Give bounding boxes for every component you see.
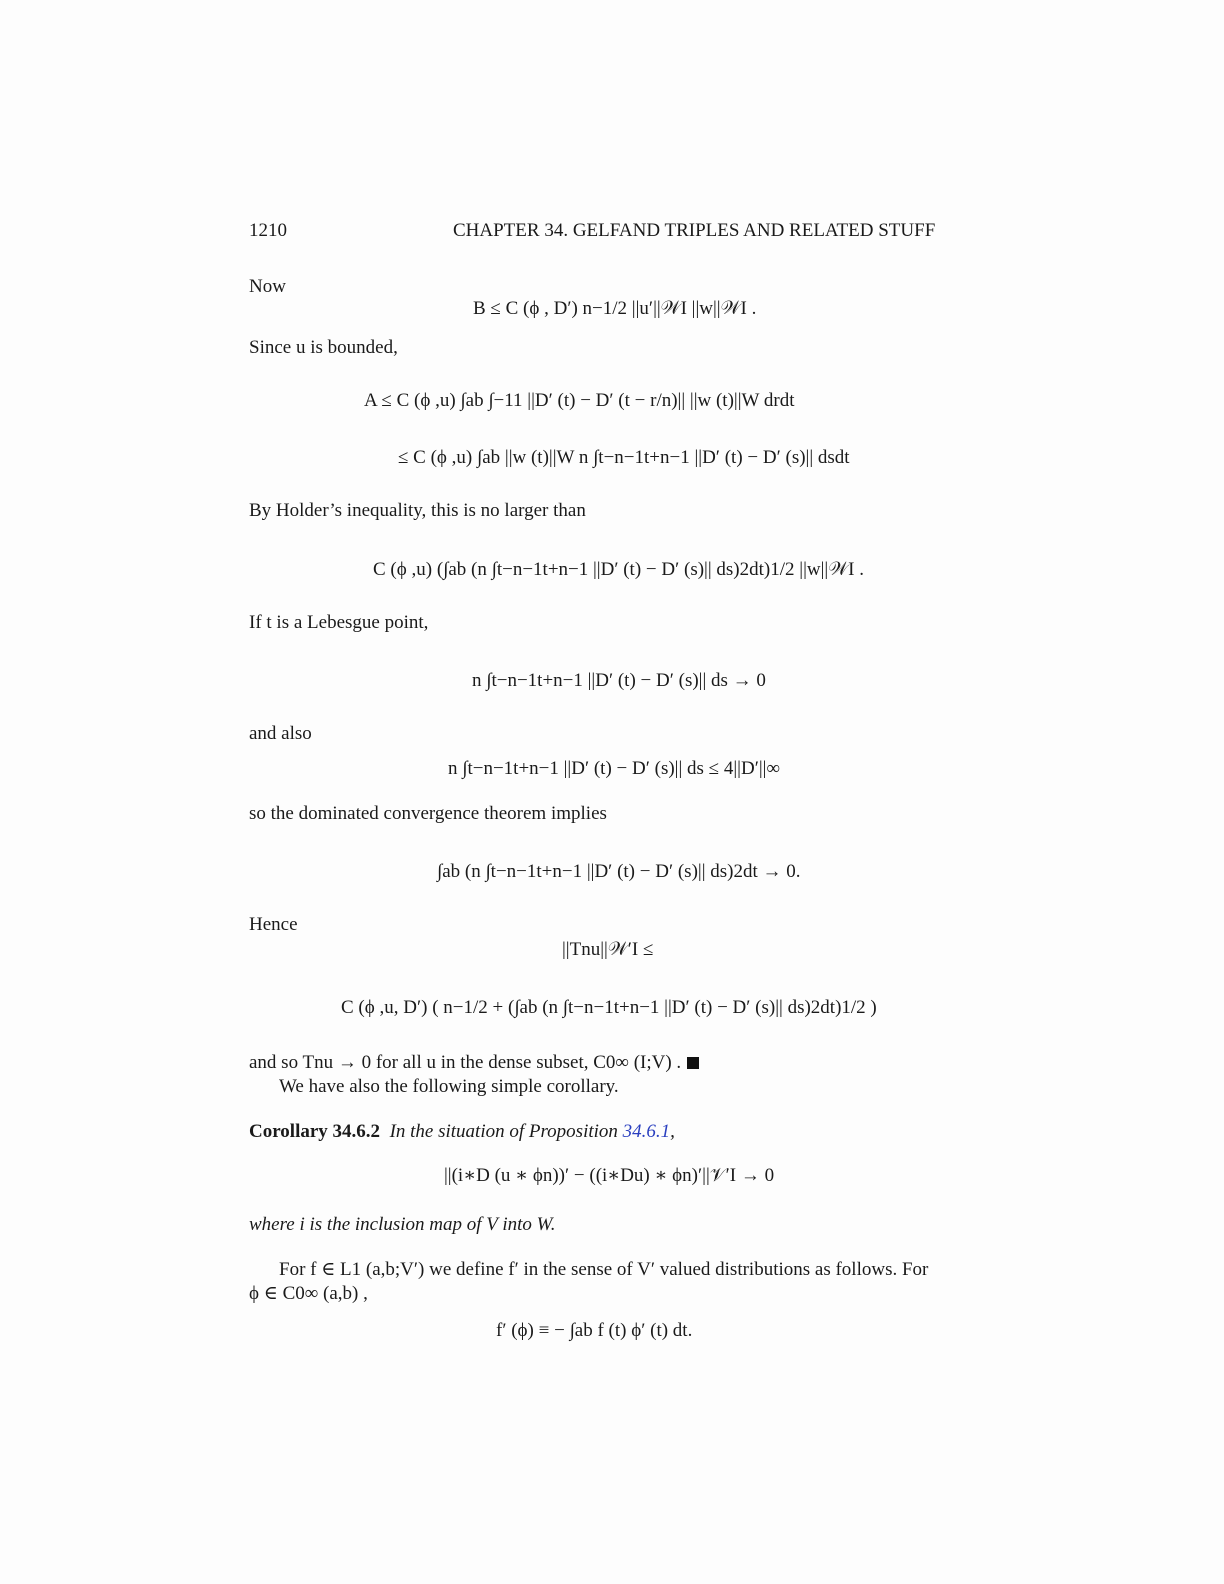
corollary-text: In the situation of Proposition [389, 1121, 618, 1142]
paragraph-conclusion [249, 1052, 699, 1074]
paragraph-now: Now [249, 276, 286, 297]
equation-lebesgue [472, 670, 766, 692]
equation-a-line-2-text: ≤ C (ϕ ,u) ∫ab ||w (t)||W n ∫t−n−1t+n−1 ||D′ (t) − D′ (s)|| dsdt [398, 447, 850, 468]
corollary-where-clause: where i is the inclusion map of V into W. [249, 1214, 556, 1235]
corollary-statement [249, 1121, 675, 1143]
proposition-link[interactable]: 34.6.1 [622, 1121, 671, 1142]
corollary-label: Corollary 34.6.2 [249, 1121, 381, 1142]
equation-corollary [444, 1164, 774, 1187]
page-number: 1210 [249, 220, 287, 241]
paragraph-hence: Hence [249, 914, 298, 935]
equation-dominated [437, 861, 801, 883]
paragraph-definition-line-1: For f ∈ L1 (a,b;V′) we define f′ in the sense of V′ valued distributions as follows. For [279, 1259, 929, 1280]
paragraph-definition-line-2: ϕ ∈ C0∞ (a,b) , [249, 1283, 368, 1304]
corollary-end: , [670, 1121, 675, 1142]
equation-dominated-text: ∫ab (n ∫t−n−1t+n−1 ||D′ (t) − D′ (s)|| ds)2dt → 0. [437, 861, 801, 882]
equation-definition-text: f′ (ϕ) ≡ − ∫ab f (t) ϕ′ (t) dt. [496, 1320, 693, 1341]
equation-bound [448, 758, 780, 780]
equation-lebesgue-text: n ∫t−n−1t+n−1 ||D′ (t) − D′ (s)|| ds → 0 [472, 670, 766, 691]
equation-definition [496, 1320, 692, 1342]
equation-a-line-1-text: A ≤ C (ϕ ,u) ∫ab ∫−11 ||D′ (t) − D′ (t − r/n)|| ||w (t)||W drdt [364, 390, 795, 411]
paragraph-dominated: so the dominated convergence theorem implies [249, 803, 607, 824]
paragraph-since-u-bounded: Since u is bounded, [249, 337, 398, 358]
equation-b [473, 298, 756, 320]
running-header: CHAPTER 34. GELFAND TRIPLES AND RELATED STUFF [453, 220, 936, 241]
equation-holder-text: C (ϕ ,u) (∫ab (n ∫t−n−1t+n−1 ||D′ (t) − D′ (s)|| ds)2dt)1/2 ||w||𝒲I . [373, 559, 864, 580]
equation-a-line-2 [398, 447, 850, 469]
paragraph-holder: By Holder’s inequality, this is no larger than [249, 500, 586, 521]
equation-bound-text: n ∫t−n−1t+n−1 ||D′ (t) − D′ (s)|| ds ≤ 4||D′||∞ [448, 758, 780, 779]
equation-hence-line-1 [562, 939, 653, 961]
qed-square-icon [687, 1057, 699, 1069]
paragraph-and-also: and also [249, 723, 312, 744]
equation-hence-line-2 [341, 997, 877, 1019]
equation-hence-line-2-text: C (ϕ ,u, D′) ( n−1/2 + (∫ab (n ∫t−n−1t+n−1 ||D′ (t) − D′ (s)|| ds)2dt)1/2 ) [341, 997, 877, 1018]
equation-a-line-1 [364, 390, 794, 412]
equation-hence-line-1-text: ||Tnu||𝒲′I ≤ [562, 939, 654, 960]
equation-corollary-text: ||(i∗D (u ∗ ϕn))′ − ((i∗Du) ∗ ϕn)′||𝒱′I → 0 [444, 1165, 775, 1186]
equation-holder [373, 559, 864, 581]
paragraph-simple-corollary: We have also the following simple corollary. [279, 1076, 619, 1097]
conclusion-text: and so Tnu → 0 for all u in the dense subset, C0∞ (I;V) . [249, 1052, 682, 1073]
paragraph-lebesgue: If t is a Lebesgue point, [249, 612, 429, 633]
equation-b-text: B ≤ C (ϕ , D′) n−1/2 ||u′||𝒲I ||w||𝒲I . [473, 298, 757, 319]
